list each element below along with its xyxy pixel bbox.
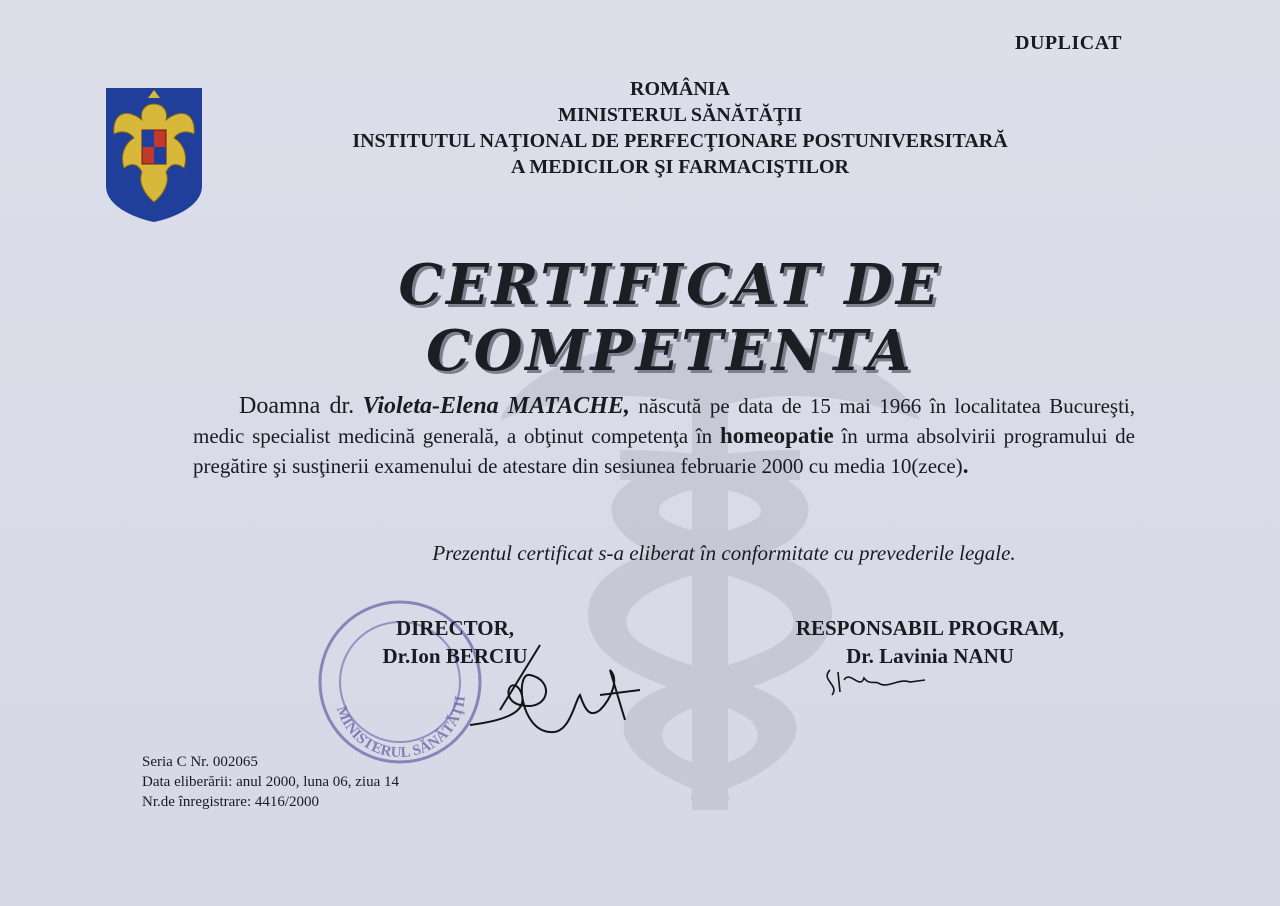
registration-number: Nr.de înregistrare: 4416/2000 xyxy=(142,794,320,810)
header-institute-line2: A MEDICILOR ŞI FARMACIŞTILOR xyxy=(510,156,849,178)
coat-of-arms-icon xyxy=(104,86,204,224)
body-part2: în urma absolvirii programului de pregătire şi susţinerii examenului de atestare din sesiunea februarie 2000 cu media 10(zece) xyxy=(193,424,1135,478)
legal-note: Prezentul certificat s-a eliberat în conformitate cu prevederile legale. xyxy=(432,541,1016,565)
body-end: . xyxy=(962,453,969,478)
director-name: Dr.Ion BERCIU xyxy=(382,644,528,668)
header-institute: INSTITUTUL NAŢIONAL DE PERFECŢIONARE POSTUNIVERSITARĂ xyxy=(352,130,1008,152)
certificate-body xyxy=(193,392,1135,481)
header-ministry: MINISTERUL SĂNĂTĂŢII xyxy=(558,104,802,126)
specialty: homeopatie xyxy=(719,423,834,448)
issuer-header xyxy=(320,76,1040,180)
program-responsible-signature-block xyxy=(760,614,1100,670)
stamp-text: MINISTERUL SĂNĂTĂŢII xyxy=(332,695,469,762)
certificate-title: CERTIFICAT DE COMPETENTA xyxy=(398,252,942,384)
holder-name: Violeta-Elena MATACHE, xyxy=(362,393,630,419)
program-responsible-signature xyxy=(820,660,930,700)
header-country: ROMÂNIA xyxy=(630,78,730,100)
series-number: Seria C Nr. 002065 xyxy=(142,754,258,770)
certificate-footer xyxy=(142,752,399,812)
director-role: DIRECTOR, xyxy=(395,616,515,640)
issue-date: Data eliberării: anul 2000, luna 06, ziua 14 xyxy=(142,774,399,790)
program-responsible-name: Dr. Lavinia NANU xyxy=(846,644,1014,668)
duplicate-mark: DUPLICAT xyxy=(1015,32,1122,54)
body-prefix: Doamna dr. xyxy=(239,393,355,419)
director-signature xyxy=(460,640,650,750)
body-part1: născută pe data de 15 mai 1966 în localitatea Bucureşti, medic specialist medicină generală, a obţinut competenţa în xyxy=(193,394,1136,448)
program-responsible-role: RESPONSABIL PROGRAM, xyxy=(795,616,1065,640)
